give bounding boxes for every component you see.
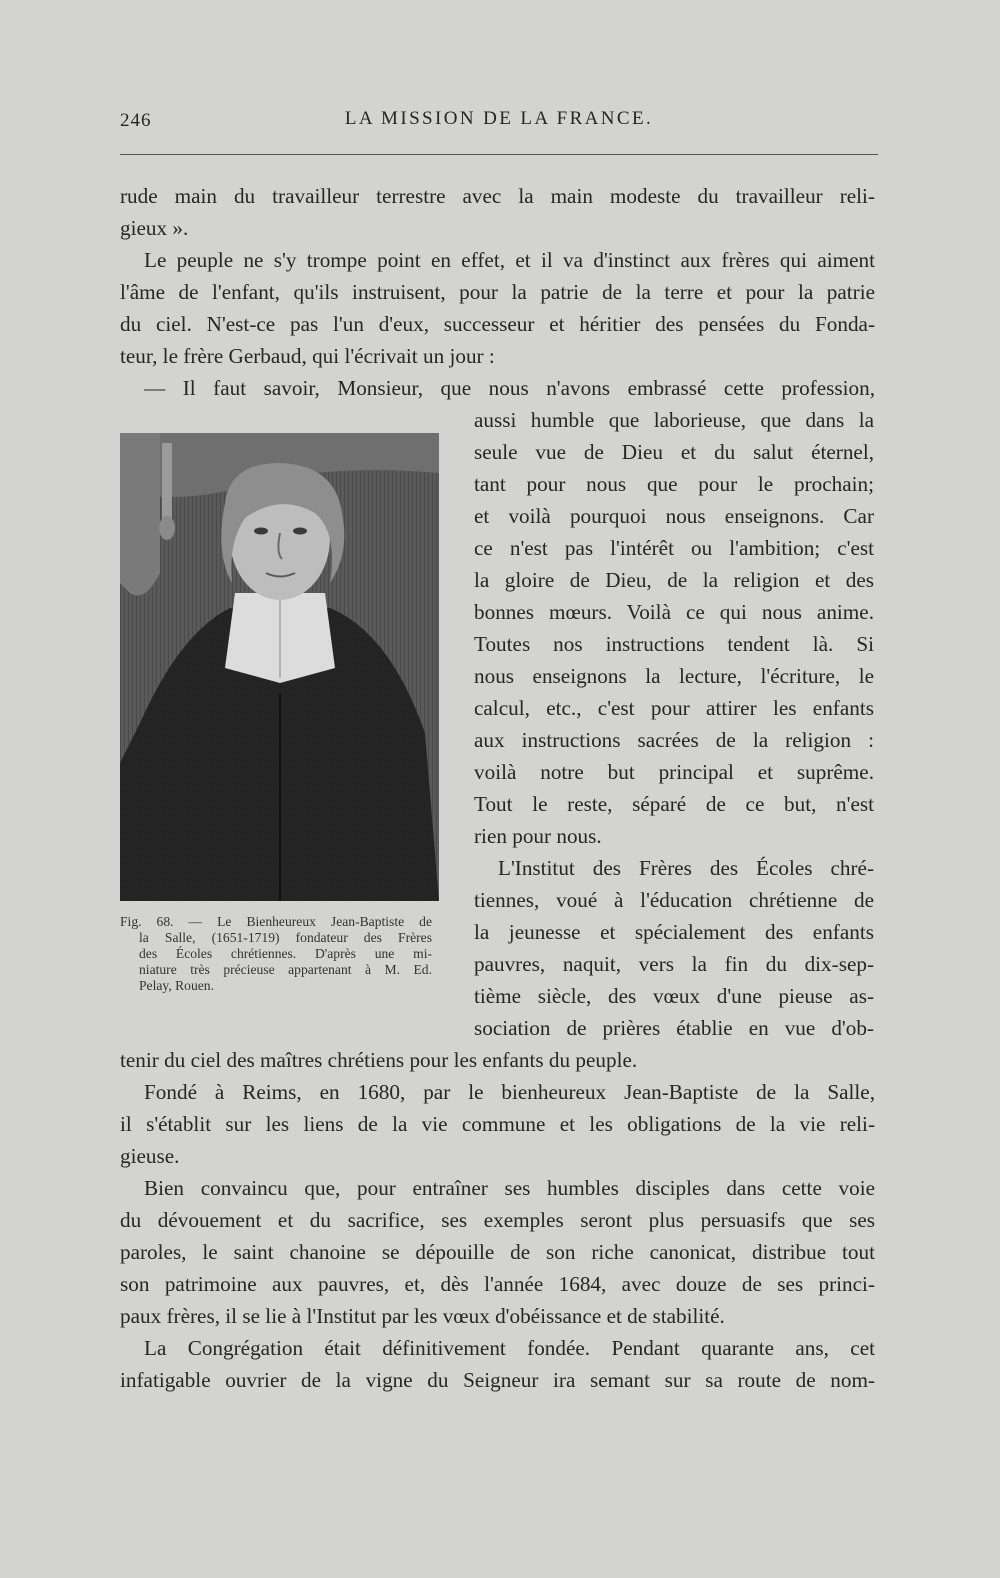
text-line: nous enseignons la lecture, l'écriture, le [474, 664, 874, 688]
portrait-engraving [120, 433, 439, 901]
caption-line: des Écoles chrétiennes. D'après une mi- [139, 946, 432, 961]
text-line: du dévouement et du sacrifice, ses exemples seront plus persuasifs que ses [120, 1208, 875, 1232]
text-line: Bien convaincu que, pour entraîner ses humbles disciples dans cette voie [144, 1176, 875, 1200]
text-line: gieuse. [120, 1144, 180, 1168]
text-line: il s'établit sur les liens de la vie commune et les obligations de la vie reli- [120, 1112, 875, 1136]
caption-line: Pelay, Rouen. [139, 978, 215, 993]
text-line: seule vue de Dieu et du salut éternel, [474, 440, 874, 464]
text-line: — Il faut savoir, Monsieur, que nous n'avons embrassé cette profession, [144, 376, 875, 400]
text-line: voilà notre but principal et suprême. [474, 760, 874, 784]
text-line: L'Institut des Frères des Écoles chré- [498, 856, 874, 880]
portrait-illustration [120, 433, 439, 901]
text-line: bonnes mœurs. Voilà ce qui nous anime. [474, 600, 874, 624]
caption-line: la Salle, (1651-1719) fondateur des Frères [139, 930, 432, 945]
text-line: rien pour nous. [474, 824, 602, 848]
text-line: paroles, le saint chanoine se dépouille de son riche canonicat, distribue tout [120, 1240, 875, 1264]
text-line: son patrimoine aux pauvres, et, dès l'année 1684, avec douze de ses princi- [120, 1272, 875, 1296]
text-line: Tout le reste, séparé de ce but, n'est [474, 792, 874, 816]
text-line: paux frères, il se lie à l'Institut par les vœux d'obéissance et de stabilité. [120, 1304, 725, 1328]
text-line: tiennes, voué à l'éducation chrétienne de [474, 888, 874, 912]
text-line: teur, le frère Gerbaud, qui l'écrivait un jour : [120, 344, 495, 368]
text-line: pauvres, naquit, vers la fin du dix-sep- [474, 952, 874, 976]
text-line: la jeunesse et spécialement des enfants [474, 920, 874, 944]
text-line: du ciel. N'est-ce pas l'un d'eux, successeur et héritier des pensées du Fonda- [120, 312, 875, 336]
running-head [120, 104, 878, 134]
text-line: aussi humble que laborieuse, que dans la [474, 408, 874, 432]
text-line: tenir du ciel des maîtres chrétiens pour les enfants du peuple. [120, 1048, 638, 1072]
text-line: infatigable ouvrier de la vigne du Seigneur ira semant sur sa route de nom- [120, 1368, 875, 1392]
text-line: et voilà pourquoi nous enseignons. Car [474, 504, 874, 528]
text-line: Toutes nos instructions tendent là. Si [474, 632, 874, 656]
text-line: aux instructions sacrées de la religion : [474, 728, 874, 752]
text-line: l'âme de l'enfant, qu'ils instruisent, pour la patrie de la terre et pour la patrie [120, 280, 875, 304]
text-line: la gloire de Dieu, de la religion et des [474, 568, 874, 592]
text-line: rude main du travailleur terrestre avec la main modeste du travailleur reli- [120, 184, 875, 208]
text-line: sociation de prières établie en vue d'ob- [474, 1016, 874, 1040]
text-line: tième siècle, des vœux d'une pieuse as- [474, 984, 874, 1008]
text-line: Le peuple ne s'y trompe point en effet, et il va d'instinct aux frères qui aiment [144, 248, 875, 272]
text-line: calcul, etc., c'est pour attirer les enfants [474, 696, 874, 720]
running-title: LA MISSION DE LA FRANCE. [344, 108, 654, 129]
page-number: 246 [120, 110, 152, 131]
caption-line: niature très précieuse appartenant à M. Ed. [139, 962, 432, 977]
figure-caption [120, 914, 432, 994]
text-line: tant pour nous que pour le prochain; [474, 472, 874, 496]
caption-line: Fig. 68. — Le Bienheureux Jean-Baptiste de [120, 914, 432, 929]
text-line: La Congrégation était définitivement fondée. Pendant quarante ans, cet [144, 1336, 875, 1360]
text-line: gieux ». [120, 216, 189, 240]
text-line: ce n'est pas l'intérêt ou l'ambition; c'est [474, 536, 874, 560]
text-line: Fondé à Reims, en 1680, par le bienheureux Jean-Baptiste de la Salle, [144, 1080, 875, 1104]
header-rule [120, 154, 878, 155]
